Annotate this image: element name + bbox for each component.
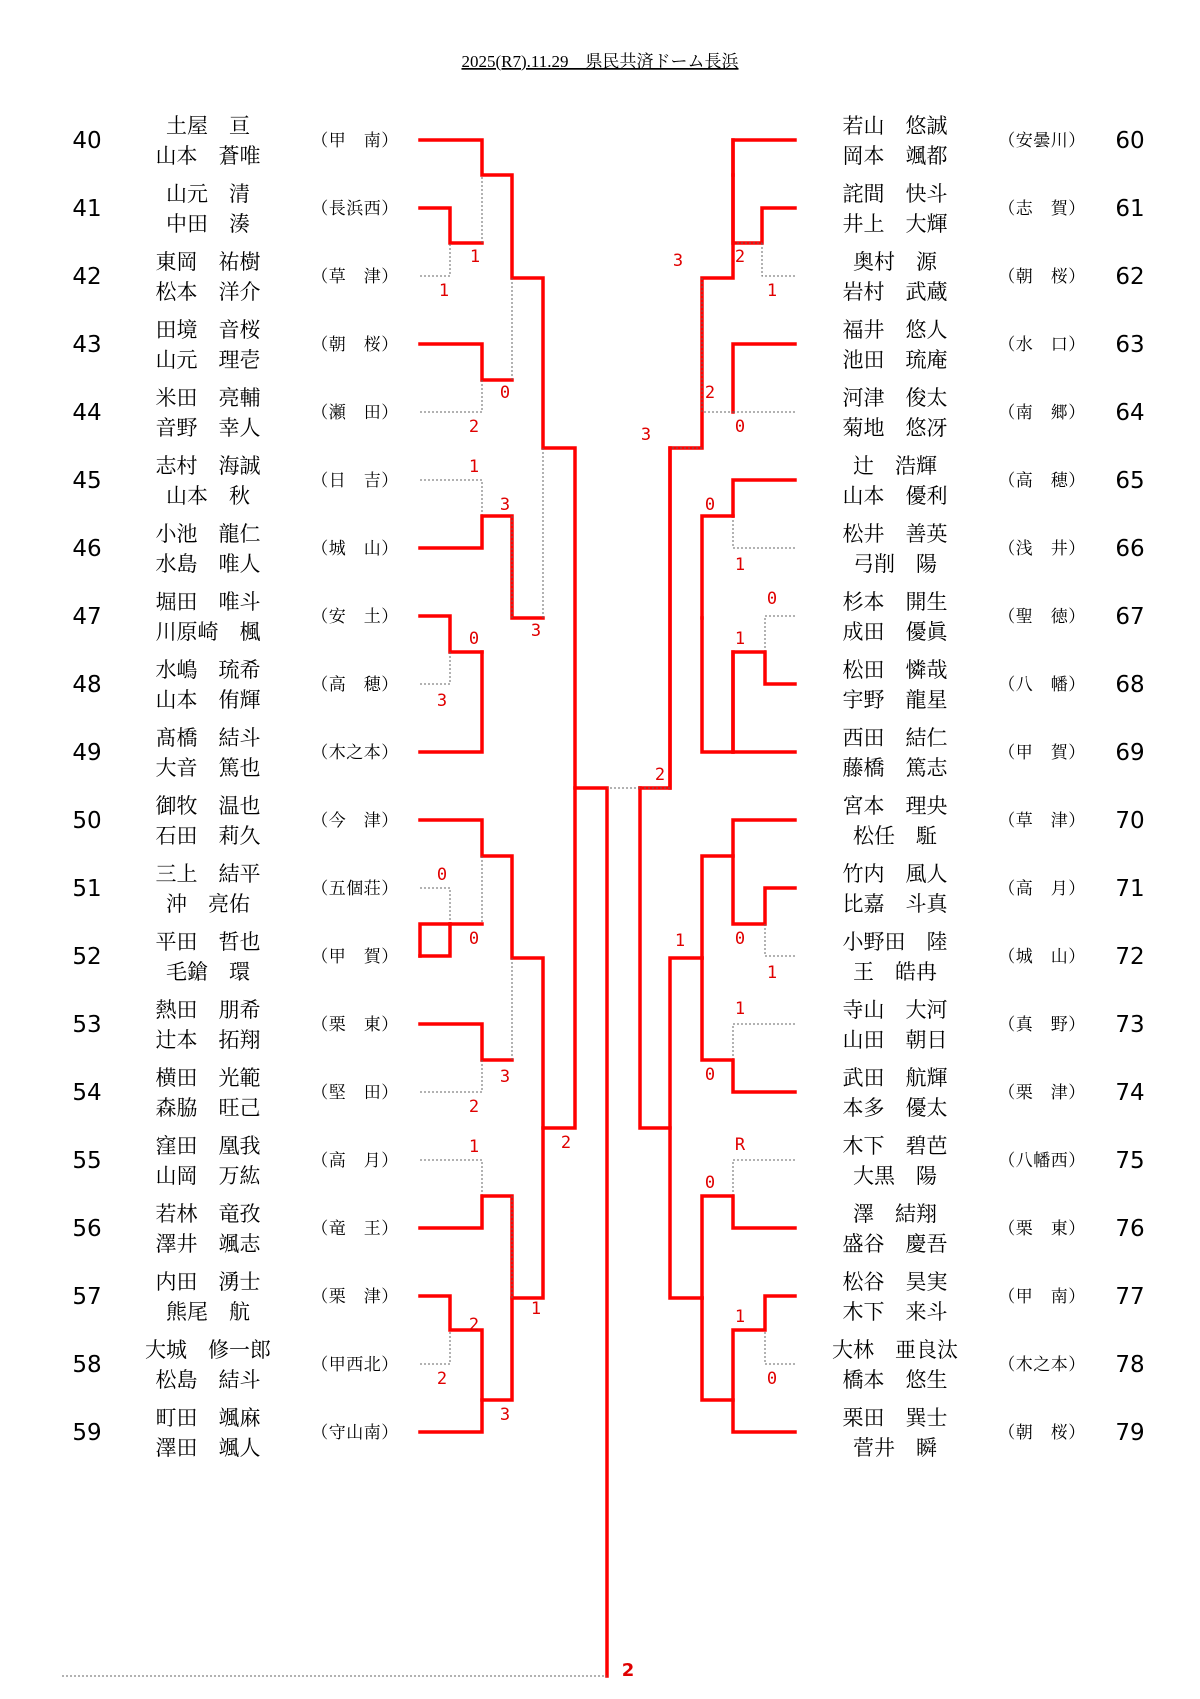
match-score: 0 — [436, 865, 448, 885]
player-name: 志村 海誠 — [155, 454, 261, 478]
match-score: 0 — [704, 1173, 716, 1193]
player-name: 土屋 亘 — [166, 114, 250, 138]
seed-number: 47 — [72, 604, 102, 630]
player-name: 山元 理壱 — [155, 348, 261, 372]
seed-number: 43 — [72, 332, 102, 358]
seed-number: 68 — [1115, 672, 1145, 698]
school-name: （甲西北） — [311, 1355, 399, 1375]
match-score: 1 — [468, 1137, 480, 1157]
player-name: 山本 秋 — [166, 484, 250, 508]
seed-number: 61 — [1115, 196, 1145, 222]
school-name: （栗 津） — [998, 1083, 1086, 1103]
loser-line — [733, 1160, 795, 1196]
school-name: （甲 賀） — [311, 947, 399, 967]
winner-line — [420, 208, 482, 243]
school-name: （朝 桜） — [998, 1423, 1086, 1443]
loser-line — [765, 616, 795, 652]
player-name: 木下 来斗 — [842, 1300, 948, 1324]
school-name: （甲 南） — [998, 1287, 1086, 1307]
winner-line — [420, 1024, 512, 1060]
seed-number: 45 — [72, 468, 102, 494]
school-name: （志 賀） — [998, 199, 1086, 219]
loser-line — [420, 243, 450, 276]
school-name: （今 津） — [311, 811, 399, 831]
school-name: （栗 津） — [311, 1287, 399, 1307]
player-name: 松井 善英 — [842, 522, 948, 546]
seed-number: 71 — [1115, 876, 1145, 902]
match-score: 1 — [766, 963, 778, 983]
school-name: （聖 徳） — [998, 607, 1086, 627]
match-score: 2 — [734, 247, 746, 267]
winner-line — [733, 652, 795, 752]
winner-line — [702, 1196, 795, 1298]
player-name: 音野 幸人 — [155, 416, 261, 440]
player-name: 辻本 拓翔 — [155, 1028, 261, 1052]
player-name: 木下 碧芭 — [842, 1134, 948, 1158]
player-name: 大音 篤也 — [155, 756, 261, 780]
player-name: 若山 悠誠 — [842, 114, 948, 138]
seed-number: 56 — [72, 1216, 102, 1242]
player-name: 松田 憐哉 — [842, 658, 948, 682]
seed-number: 75 — [1115, 1148, 1145, 1174]
loser-line — [420, 380, 482, 412]
match-score: 1 — [734, 1307, 746, 1327]
player-name: 田境 音桜 — [155, 318, 261, 342]
player-name: 弓削 陽 — [853, 552, 937, 576]
school-name: （安曇川） — [998, 131, 1086, 151]
match-score: R — [734, 1135, 746, 1155]
player-name: 松島 結斗 — [155, 1368, 261, 1392]
school-name: （真 野） — [998, 1015, 1086, 1035]
player-name: 福井 悠人 — [842, 318, 948, 342]
player-name: 御牧 温也 — [155, 794, 261, 818]
school-name: （高 穂） — [998, 471, 1086, 491]
player-name: 熱田 朋希 — [155, 998, 261, 1022]
player-name: 池田 琉庵 — [842, 348, 948, 372]
seed-number: 42 — [72, 264, 102, 290]
seed-number: 44 — [72, 400, 102, 426]
match-score: 1 — [468, 457, 480, 477]
player-name: 山元 清 — [166, 182, 250, 206]
winner-line — [420, 1296, 512, 1400]
match-score: 0 — [468, 629, 480, 649]
loser-line — [420, 652, 450, 684]
seed-number: 55 — [72, 1148, 102, 1174]
loser-line — [762, 243, 795, 276]
winner-line — [702, 516, 733, 618]
match-score: 3 — [672, 251, 684, 271]
winner-line — [733, 344, 795, 412]
school-name: （甲 賀） — [998, 743, 1086, 763]
seed-number: 70 — [1115, 808, 1145, 834]
school-name: （草 津） — [311, 267, 399, 287]
winner-line — [420, 924, 450, 956]
player-name: 内田 湧士 — [155, 1270, 261, 1294]
match-score: 3 — [499, 1067, 511, 1087]
match-score: 1 — [530, 1299, 542, 1319]
winner-line — [640, 175, 733, 788]
player-name: 山岡 万紘 — [155, 1164, 261, 1188]
player-name: 大林 亜良汰 — [832, 1338, 958, 1362]
player-name: 詫間 快斗 — [842, 182, 948, 206]
school-name: （城 山） — [998, 947, 1086, 967]
match-score: 3 — [436, 691, 448, 711]
player-name: 沖 亮佑 — [166, 892, 250, 916]
seed-number: 52 — [72, 944, 102, 970]
loser-line — [420, 1060, 482, 1092]
player-name: 河津 俊太 — [842, 386, 948, 410]
player-name: 成田 優眞 — [842, 620, 948, 644]
seed-number: 54 — [72, 1080, 102, 1106]
match-score: 0 — [468, 929, 480, 949]
school-name: （高 月） — [998, 879, 1086, 899]
match-score: 0 — [704, 495, 716, 515]
player-name: 松谷 昊実 — [842, 1270, 948, 1294]
match-score: 2 — [654, 765, 666, 785]
player-name: 毛鎗 環 — [166, 960, 250, 984]
player-name: 横田 光範 — [155, 1066, 261, 1090]
match-score: 2 — [560, 1133, 572, 1153]
school-name: （朝 桜） — [311, 335, 399, 355]
player-name: 王 皓冉 — [853, 960, 937, 984]
school-name: （安 土） — [311, 607, 399, 627]
player-name: 栗田 巽士 — [842, 1406, 948, 1430]
school-name: （甲 南） — [311, 131, 399, 151]
school-name: （守山南） — [311, 1423, 399, 1443]
loser-line — [420, 1160, 482, 1196]
player-name: 三上 結平 — [155, 862, 261, 886]
seed-number: 48 — [72, 672, 102, 698]
seed-number: 64 — [1115, 400, 1145, 426]
school-name: （城 山） — [311, 539, 399, 559]
player-name: 山田 朝日 — [842, 1028, 948, 1052]
loser-line — [420, 1330, 450, 1364]
winner-line — [733, 856, 795, 924]
seed-number: 63 — [1115, 332, 1145, 358]
school-name: （堅 田） — [311, 1083, 399, 1103]
player-name: 熊尾 航 — [166, 1300, 250, 1324]
player-name: 菊地 悠冴 — [842, 416, 948, 440]
player-name: 山本 蒼唯 — [155, 144, 261, 168]
player-name: 本多 優太 — [842, 1096, 948, 1120]
school-name: （瀬 田） — [311, 403, 399, 423]
player-name: 森脇 旺己 — [155, 1096, 261, 1120]
player-name: 岩村 武蔵 — [842, 280, 948, 304]
school-name: （朝 桜） — [998, 267, 1086, 287]
player-name: 宮本 理央 — [842, 794, 948, 818]
match-score: 0 — [704, 1065, 716, 1085]
player-name: 岡本 颯都 — [842, 144, 948, 168]
match-score: 2 — [468, 1315, 480, 1335]
seed-number: 40 — [72, 128, 102, 154]
player-name: 水島 唯人 — [155, 552, 261, 576]
loser-line — [765, 1330, 795, 1364]
player-name: 藤橋 篤志 — [842, 756, 948, 780]
seed-number: 62 — [1115, 264, 1145, 290]
match-score: 3 — [499, 1405, 511, 1425]
player-name: 若林 竜孜 — [155, 1202, 261, 1226]
winner-line — [420, 1128, 543, 1298]
match-score: 2 — [468, 1097, 480, 1117]
player-name: 盛谷 慶吾 — [842, 1232, 948, 1256]
player-name: 澤 結翔 — [853, 1202, 937, 1226]
winner-line — [702, 958, 795, 1092]
seed-number: 77 — [1115, 1284, 1145, 1310]
player-name: 井上 大輝 — [842, 212, 948, 236]
player-name: 杉本 開生 — [842, 590, 948, 614]
winner-line — [420, 1400, 482, 1432]
school-name: （高 月） — [311, 1151, 399, 1171]
player-name: 辻 浩輝 — [853, 454, 937, 478]
school-name: （五個荘） — [311, 879, 399, 899]
match-score: 0 — [766, 589, 778, 609]
player-name: 山本 侑輝 — [155, 688, 261, 712]
player-name: 堀田 唯斗 — [155, 590, 261, 614]
player-name: 米田 亮輔 — [155, 386, 261, 410]
match-score: 1 — [469, 247, 481, 267]
seed-number: 74 — [1115, 1080, 1145, 1106]
player-name: 水嶋 琉希 — [155, 658, 261, 682]
player-name: 武田 航輝 — [842, 1066, 948, 1090]
school-name: （南 郷） — [998, 403, 1086, 423]
winner-line — [733, 1400, 795, 1432]
seed-number: 79 — [1115, 1420, 1145, 1446]
school-name: （八幡西） — [998, 1151, 1086, 1171]
player-name: 東岡 祐樹 — [155, 250, 261, 274]
player-name: 大黒 陽 — [853, 1164, 937, 1188]
winner-line — [640, 788, 670, 1128]
seed-number: 60 — [1115, 128, 1145, 154]
school-name: （高 穂） — [311, 675, 399, 695]
player-name: 山本 優利 — [842, 484, 948, 508]
seed-number: 46 — [72, 536, 102, 562]
winner-line — [420, 516, 543, 618]
seed-number: 58 — [72, 1352, 102, 1378]
winner-line — [420, 344, 512, 380]
loser-line — [733, 516, 795, 548]
player-name: 宇野 龍星 — [842, 688, 948, 712]
match-score: 1 — [734, 629, 746, 649]
match-score: 1 — [674, 931, 686, 951]
match-score: 0 — [734, 929, 746, 949]
player-name: 橋本 悠生 — [842, 1368, 948, 1392]
match-score: 1 — [438, 281, 450, 301]
winner-line — [670, 958, 702, 1298]
player-name: 西田 結仁 — [842, 726, 948, 750]
school-name: （日 吉） — [311, 471, 399, 491]
seed-number: 66 — [1115, 536, 1145, 562]
seed-number: 53 — [72, 1012, 102, 1038]
match-score: 2 — [436, 1369, 448, 1389]
loser-line — [733, 1024, 795, 1060]
school-name: （栗 東） — [998, 1219, 1086, 1239]
seed-number: 57 — [72, 1284, 102, 1310]
seed-number: 50 — [72, 808, 102, 834]
school-name: （竜 王） — [311, 1219, 399, 1239]
winner-line — [420, 788, 575, 1128]
seed-number: 59 — [72, 1420, 102, 1446]
player-name: 松本 洋介 — [155, 280, 261, 304]
seed-number: 78 — [1115, 1352, 1145, 1378]
school-name: （木之本） — [998, 1355, 1086, 1375]
seed-number: 67 — [1115, 604, 1145, 630]
loser-line — [420, 480, 482, 516]
school-name: （草 津） — [998, 811, 1086, 831]
loser-line — [765, 924, 795, 956]
player-name: 町田 颯麻 — [155, 1406, 261, 1430]
school-name: （八 幡） — [998, 675, 1086, 695]
winner-line — [702, 618, 733, 752]
player-name: 石田 莉久 — [155, 824, 261, 848]
winner-line — [702, 1296, 795, 1400]
seed-number: 41 — [72, 196, 102, 222]
match-score: 2 — [704, 383, 716, 403]
match-score: 0 — [766, 1369, 778, 1389]
seed-number: 51 — [72, 876, 102, 902]
match-score: 3 — [640, 425, 652, 445]
match-score: 0 — [734, 417, 746, 437]
seed-number: 76 — [1115, 1216, 1145, 1242]
seed-number: 73 — [1115, 1012, 1145, 1038]
player-name: 小池 龍仁 — [155, 522, 261, 546]
player-name: 髙橋 結斗 — [155, 726, 261, 750]
winner-line — [420, 924, 450, 956]
player-name: 松任 駈 — [853, 824, 937, 848]
player-name: 澤田 颯人 — [155, 1436, 261, 1460]
seed-number: 49 — [72, 740, 102, 766]
player-name: 川原崎 楓 — [155, 620, 261, 644]
player-name: 平田 哲也 — [155, 930, 261, 954]
loser-line — [420, 888, 482, 924]
school-name: （長浜西） — [311, 199, 399, 219]
winner-line — [733, 140, 795, 243]
player-name: 澤井 颯志 — [155, 1232, 261, 1256]
match-score: 1 — [766, 281, 778, 301]
player-name: 寺山 大河 — [842, 998, 948, 1022]
seed-number: 69 — [1115, 740, 1145, 766]
player-name: 窪田 凰我 — [155, 1134, 261, 1158]
school-name: （水 口） — [998, 335, 1086, 355]
player-name: 中田 湊 — [166, 212, 250, 236]
school-name: （浅 井） — [998, 539, 1086, 559]
school-name: （栗 東） — [311, 1015, 399, 1035]
winner-line — [733, 480, 795, 516]
player-name: 比嘉 斗真 — [842, 892, 948, 916]
school-name: （木之本） — [311, 743, 399, 763]
player-name: 奥村 源 — [853, 250, 937, 274]
match-score: 3 — [530, 621, 542, 641]
player-name: 竹内 風人 — [842, 862, 948, 886]
player-name: 大城 修一郎 — [145, 1338, 271, 1362]
match-score: 1 — [734, 555, 746, 575]
seed-number: 65 — [1115, 468, 1145, 494]
match-score: 2 — [468, 417, 480, 437]
match-score: 0 — [499, 383, 511, 403]
seed-number: 72 — [1115, 944, 1145, 970]
page-title: 2025(R7).11.29 県民共済ドーム長浜 — [461, 52, 739, 71]
player-name: 小野田 陸 — [842, 930, 948, 954]
match-score: 2 — [621, 1660, 635, 1681]
match-score: 3 — [499, 495, 511, 515]
player-name: 菅井 瞬 — [853, 1436, 937, 1460]
winner-line — [420, 652, 482, 752]
match-score: 1 — [734, 999, 746, 1019]
